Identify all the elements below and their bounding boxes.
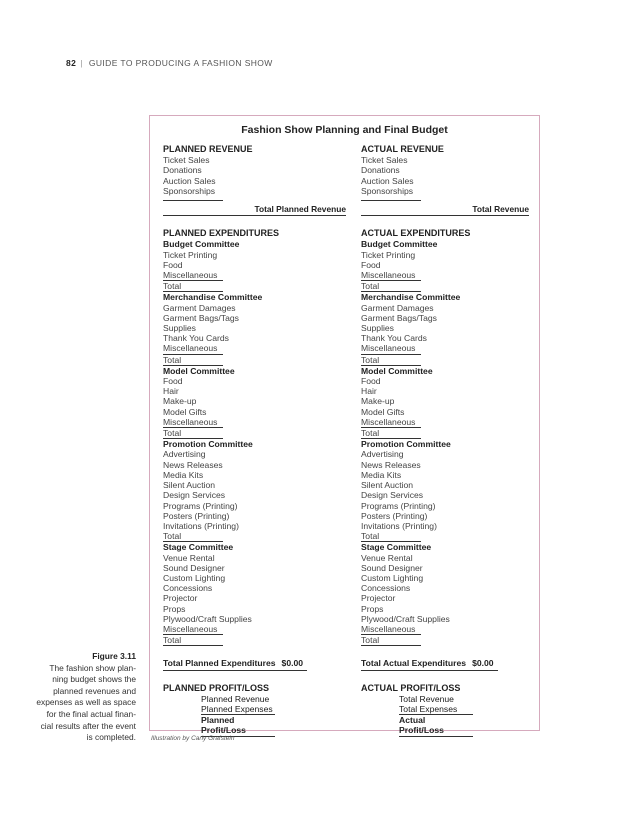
committee-heading: Model Committee bbox=[361, 365, 433, 376]
expense-item-label: Invitations (Printing) bbox=[361, 520, 437, 531]
expense-item bbox=[163, 624, 346, 635]
profit-line-label: Profit/Loss bbox=[399, 725, 473, 736]
expense-item bbox=[163, 480, 346, 490]
expense-item-label: Model Gifts bbox=[361, 406, 405, 417]
expense-item-label: Total bbox=[163, 531, 223, 542]
expenditures-total-label: Total Actual Expenditures bbox=[361, 658, 467, 669]
expense-item-label: Projector bbox=[361, 593, 396, 604]
profit-line-label: Planned Revenue bbox=[201, 693, 270, 704]
expense-item bbox=[361, 355, 529, 366]
expense-item-label: Total bbox=[361, 355, 421, 366]
expense-item bbox=[163, 460, 346, 470]
profit-line-label: Planned Expenses bbox=[201, 704, 275, 715]
expense-item-label: Miscellaneous bbox=[361, 624, 421, 635]
profit-line bbox=[201, 704, 346, 715]
expense-item-label: Miscellaneous bbox=[361, 343, 421, 354]
expense-item bbox=[361, 573, 529, 583]
expense-item-label: Miscellaneous bbox=[163, 343, 223, 354]
running-head-separator: | bbox=[80, 58, 83, 68]
expense-item-label: Thank You Cards bbox=[361, 333, 427, 344]
committee-heading: Merchandise Committee bbox=[163, 292, 263, 303]
expenditures-total-value: $0.00 bbox=[472, 658, 494, 669]
expense-item bbox=[361, 635, 529, 646]
expenditures-total-label: Total Planned Expenditures bbox=[163, 658, 276, 669]
expense-item bbox=[163, 281, 346, 292]
expense-item bbox=[163, 343, 346, 354]
expense-item bbox=[163, 573, 346, 583]
book-title: GUIDE TO PRODUCING A FASHION SHOW bbox=[88, 58, 273, 68]
profit-line bbox=[399, 715, 529, 725]
expense-item bbox=[361, 501, 529, 511]
running-head bbox=[66, 58, 273, 68]
expense-item-label: News Releases bbox=[361, 459, 421, 470]
spacer bbox=[163, 671, 346, 683]
expense-item-label: Total bbox=[163, 281, 223, 292]
spacer bbox=[361, 671, 529, 683]
expense-item bbox=[361, 583, 529, 593]
expense-item-label: Model Gifts bbox=[163, 406, 207, 417]
expense-item-label: Silent Auction bbox=[361, 480, 414, 491]
caption-line: is completed. bbox=[86, 732, 136, 743]
expense-item-label: Programs (Printing) bbox=[361, 500, 436, 511]
revenue-total: Total Planned Revenue bbox=[163, 204, 346, 216]
expense-item-label: Garment Bags/Tags bbox=[163, 312, 239, 323]
revenue-item: Ticket Sales bbox=[361, 155, 408, 166]
profit-block bbox=[399, 694, 529, 737]
expense-item bbox=[163, 604, 346, 614]
expense-item bbox=[163, 521, 346, 531]
expense-item-label: Miscellaneous bbox=[163, 624, 223, 635]
expense-item-label: Total bbox=[163, 635, 223, 646]
expense-item-label: Sound Designer bbox=[163, 562, 225, 573]
expense-item bbox=[163, 563, 346, 573]
caption-line: expenses as well as space bbox=[36, 697, 136, 708]
expense-item-label: Total bbox=[361, 531, 421, 542]
expense-item-label: Food bbox=[361, 259, 381, 270]
expense-item-label: Custom Lighting bbox=[361, 572, 424, 583]
expense-item-label: Food bbox=[361, 376, 381, 387]
spacer bbox=[361, 646, 529, 658]
expenditures-total-value: $0.00 bbox=[281, 658, 304, 669]
expense-item bbox=[163, 303, 346, 313]
expense-item bbox=[361, 270, 529, 281]
expense-item bbox=[361, 281, 529, 292]
budget-worksheet bbox=[149, 115, 540, 736]
expense-item-label: Supplies bbox=[361, 323, 394, 334]
committee-heading: Promotion Committee bbox=[361, 439, 451, 450]
expense-item bbox=[361, 470, 529, 480]
planned-column bbox=[163, 144, 346, 737]
expense-item-label: Total bbox=[163, 355, 223, 366]
expense-item bbox=[163, 635, 346, 646]
revenue-heading: PLANNED REVENUE bbox=[163, 144, 253, 154]
expense-item-label: Thank You Cards bbox=[163, 333, 229, 344]
expense-item bbox=[361, 563, 529, 573]
expense-item bbox=[361, 260, 529, 270]
expense-item bbox=[361, 323, 529, 333]
expense-item bbox=[163, 449, 346, 459]
expense-item-label: Invitations (Printing) bbox=[163, 520, 239, 531]
revenue-item: Auction Sales bbox=[361, 175, 414, 186]
budget-title: Fashion Show Planning and Final Budget bbox=[241, 124, 448, 136]
expense-item bbox=[361, 376, 529, 386]
actual-column bbox=[361, 144, 529, 737]
profit-heading: ACTUAL PROFIT/LOSS bbox=[361, 682, 461, 693]
expense-item-label: Total bbox=[361, 428, 421, 439]
committee-heading: Stage Committee bbox=[163, 542, 234, 553]
expense-item bbox=[163, 553, 346, 563]
revenue-item: Ticket Sales bbox=[163, 155, 210, 166]
page-number: 82 bbox=[66, 58, 77, 68]
expense-item-label: Garment Damages bbox=[163, 302, 236, 313]
profit-line bbox=[201, 694, 346, 704]
committee-heading: Budget Committee bbox=[163, 239, 240, 250]
expense-item-label: Garment Bags/Tags bbox=[361, 312, 437, 323]
expenditures-total bbox=[361, 658, 498, 670]
expense-item bbox=[361, 480, 529, 490]
expense-item bbox=[361, 407, 529, 417]
expense-item bbox=[163, 428, 346, 439]
expense-item bbox=[361, 428, 529, 439]
caption-line: for the final actual finan- bbox=[46, 708, 136, 719]
profit-line bbox=[399, 704, 529, 715]
expense-item bbox=[163, 490, 346, 500]
expense-item bbox=[361, 386, 529, 396]
expense-item-label: Posters (Printing) bbox=[163, 510, 230, 521]
expense-item bbox=[163, 614, 346, 624]
expense-item-label: Ticket Printing bbox=[163, 249, 218, 260]
expense-item-label: Total bbox=[163, 428, 223, 439]
expense-item bbox=[361, 250, 529, 260]
expenditures-heading: ACTUAL EXPENDITURES bbox=[361, 228, 471, 239]
expense-item bbox=[361, 490, 529, 500]
expense-item bbox=[163, 407, 346, 417]
expense-item bbox=[361, 624, 529, 635]
profit-block bbox=[201, 694, 346, 737]
expense-item-label: Media Kits bbox=[163, 469, 204, 480]
expense-item bbox=[163, 501, 346, 511]
expense-item-label: Miscellaneous bbox=[361, 270, 421, 281]
expense-item-label: Miscellaneous bbox=[163, 270, 223, 281]
figure-caption bbox=[8, 651, 136, 744]
expense-item bbox=[361, 511, 529, 521]
expense-item-label: Custom Lighting bbox=[163, 572, 226, 583]
expense-item bbox=[361, 460, 529, 470]
expense-item-label: Total bbox=[361, 281, 421, 292]
revenue-blank-line bbox=[361, 196, 421, 201]
expense-item-label: Props bbox=[361, 603, 384, 614]
caption-line: ning budget shows the bbox=[52, 674, 136, 685]
expenditures-total bbox=[163, 658, 307, 670]
revenue-item: Sponsorships bbox=[361, 185, 414, 196]
profit-line-label: Actual bbox=[399, 715, 426, 726]
expense-item-label: Hair bbox=[361, 386, 377, 397]
expense-item-label: Miscellaneous bbox=[163, 417, 223, 428]
expense-item bbox=[163, 531, 346, 542]
expense-item bbox=[361, 521, 529, 531]
expense-item-label: Food bbox=[163, 376, 183, 387]
expense-item-label: Food bbox=[163, 259, 183, 270]
expense-item-label: Hair bbox=[163, 386, 179, 397]
expense-item bbox=[163, 260, 346, 270]
expense-item-label: Concessions bbox=[361, 583, 411, 594]
expense-item bbox=[361, 417, 529, 428]
expense-item-label: Ticket Printing bbox=[361, 249, 416, 260]
expense-item bbox=[163, 470, 346, 480]
profit-line-label: Profit/Loss bbox=[201, 725, 275, 736]
expense-item bbox=[163, 323, 346, 333]
figure-label: Figure 3.11 bbox=[92, 651, 136, 661]
expenditures-heading: PLANNED EXPENDITURES bbox=[163, 228, 280, 239]
expense-item-label: Projector bbox=[163, 593, 198, 604]
expense-item-label: Posters (Printing) bbox=[361, 510, 428, 521]
committee-heading: Promotion Committee bbox=[163, 439, 253, 450]
expense-item bbox=[163, 376, 346, 386]
expense-item bbox=[361, 553, 529, 563]
profit-line-label: Total Revenue bbox=[399, 693, 454, 704]
profit-heading: PLANNED PROFIT/LOSS bbox=[163, 682, 270, 693]
committee-heading: Model Committee bbox=[163, 365, 235, 376]
expense-item-label: Design Services bbox=[361, 490, 424, 501]
expense-item bbox=[163, 270, 346, 281]
expense-item bbox=[163, 511, 346, 521]
expense-item bbox=[163, 593, 346, 603]
expense-item-label: Programs (Printing) bbox=[163, 500, 238, 511]
expense-item bbox=[361, 593, 529, 603]
profit-line bbox=[399, 725, 529, 736]
caption-line: planned revenues and bbox=[53, 685, 136, 696]
expense-item-label: Media Kits bbox=[361, 469, 402, 480]
expense-item bbox=[163, 355, 346, 366]
expense-item-label: Advertising bbox=[361, 449, 404, 460]
committee-heading: Budget Committee bbox=[361, 239, 438, 250]
expense-item-label: Silent Auction bbox=[163, 480, 216, 491]
revenue-item: Sponsorships bbox=[163, 185, 216, 196]
expense-item-label: Garment Damages bbox=[361, 302, 434, 313]
expense-item-label: Total bbox=[361, 635, 421, 646]
profit-line bbox=[399, 694, 529, 704]
expense-item-label: Plywood/Craft Supplies bbox=[163, 613, 252, 624]
expense-item-label: Venue Rental bbox=[361, 552, 413, 563]
revenue-heading: ACTUAL REVENUE bbox=[361, 144, 444, 154]
expense-item bbox=[163, 333, 346, 343]
expense-item-label: Concessions bbox=[163, 583, 213, 594]
expense-item bbox=[163, 313, 346, 323]
spacer bbox=[163, 646, 346, 658]
expense-item-label: Design Services bbox=[163, 490, 226, 501]
expense-item-label: Make-up bbox=[361, 396, 395, 407]
expense-item bbox=[163, 583, 346, 593]
expense-item-label: Plywood/Craft Supplies bbox=[361, 613, 450, 624]
expense-item-label: Supplies bbox=[163, 323, 196, 334]
caption-line: The fashion show plan- bbox=[49, 662, 136, 673]
revenue-item: Donations bbox=[163, 165, 202, 176]
caption-line: cial results after the event bbox=[40, 720, 136, 731]
expense-item-label: Venue Rental bbox=[163, 552, 215, 563]
revenue-item: Auction Sales bbox=[163, 175, 216, 186]
committee-heading: Merchandise Committee bbox=[361, 292, 461, 303]
expense-item bbox=[163, 250, 346, 260]
revenue-blank-line bbox=[163, 196, 223, 201]
expense-item bbox=[163, 396, 346, 406]
expense-item-label: Advertising bbox=[163, 449, 206, 460]
expense-item bbox=[361, 303, 529, 313]
expense-item-label: Props bbox=[163, 603, 186, 614]
profit-line-label: Total Expenses bbox=[399, 704, 473, 715]
revenue-item: Donations bbox=[361, 165, 400, 176]
expense-item bbox=[361, 396, 529, 406]
expense-item bbox=[163, 386, 346, 396]
committee-heading: Stage Committee bbox=[361, 542, 432, 553]
expense-item bbox=[361, 614, 529, 624]
expense-item bbox=[361, 604, 529, 614]
expense-item-label: News Releases bbox=[163, 459, 223, 470]
expense-item-label: Miscellaneous bbox=[361, 417, 421, 428]
expense-item bbox=[361, 449, 529, 459]
expense-item-label: Make-up bbox=[163, 396, 197, 407]
revenue-total: Total Revenue bbox=[361, 204, 529, 216]
expense-item bbox=[361, 313, 529, 323]
expense-item bbox=[163, 417, 346, 428]
profit-line-label: Planned bbox=[201, 715, 235, 726]
expense-item bbox=[361, 343, 529, 354]
expense-item bbox=[361, 531, 529, 542]
expense-item-label: Sound Designer bbox=[361, 562, 423, 573]
illustration-credit: Illustration by Carly Grafstein bbox=[151, 735, 235, 742]
profit-line bbox=[201, 715, 346, 725]
expense-item bbox=[361, 333, 529, 343]
